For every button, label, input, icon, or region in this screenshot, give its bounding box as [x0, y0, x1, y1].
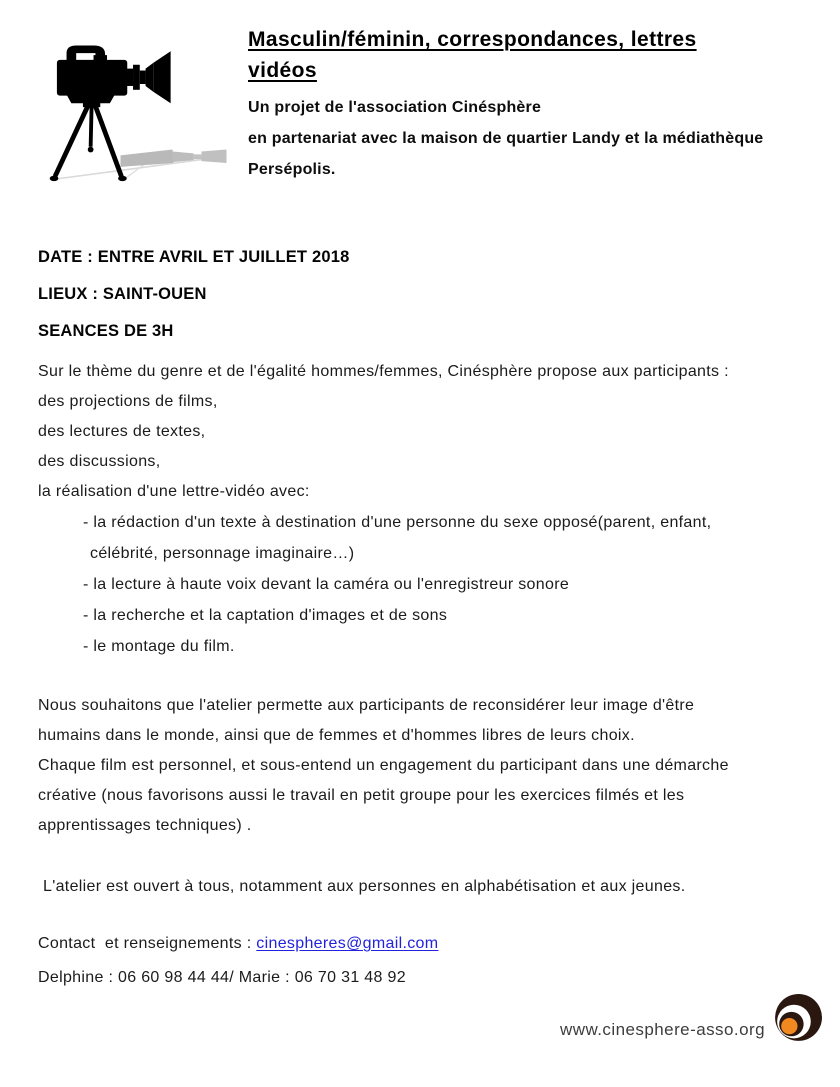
audience-paragraph: L'atelier est ouvert à tous, notamment aux personnes en alphabétisation et aux jeunes. [43, 878, 686, 895]
paragraph-line: des discussions, [38, 453, 161, 470]
activities-list [83, 507, 711, 662]
subtitle-line: en partenariat avec la maison de quartier Landy et la médiathèque [248, 130, 764, 147]
intro-paragraph [38, 357, 729, 507]
camera-body [57, 60, 127, 96]
list-item: - le montage du film. [83, 638, 235, 655]
paragraph-line: humains dans le monde, ainsi que de femmes et d'hommes libres de leurs choix. [38, 727, 635, 744]
list-item-continuation: célébrité, personnage imaginaire…) [90, 545, 355, 562]
contact-block [38, 934, 438, 988]
paragraph-line: des projections de films, [38, 393, 218, 410]
event-date: DATE : ENTRE AVRIL ET JUILLET 2018 [38, 248, 350, 266]
document-subtitle [248, 92, 823, 185]
camera-shadow [53, 150, 226, 181]
video-camera-tripod-icon [28, 22, 240, 200]
camera-lens [126, 51, 170, 103]
title-line-2: vidéos [248, 59, 317, 82]
paragraph-line: Chaque film est personnel, et sous-entend un engagement du participant dans une démarche [38, 757, 729, 774]
email-link[interactable]: cinespheres@gmail.com [256, 935, 439, 952]
subtitle-line: Persépolis. [248, 161, 336, 178]
title-line-1: Masculin/féminin, correspondances, lettres [248, 28, 697, 51]
website-url: www.cinesphere-asso.org [560, 1019, 765, 1039]
list-item: - la recherche et la captation d'images et de sons [83, 607, 448, 624]
camera-base [67, 95, 115, 104]
camera-illustration [28, 22, 240, 200]
document-header [248, 24, 823, 185]
event-sessions: SEANCES DE 3H [38, 322, 174, 340]
contact-line [38, 934, 438, 954]
footer [560, 994, 823, 1047]
subtitle-line: Un projet de l'association Cinésphère [248, 99, 542, 116]
list-item: - la rédaction d'un texte à destination d'une personne du sexe opposé(parent, enfant, [83, 514, 712, 531]
event-location: LIEUX : SAINT-OUEN [38, 285, 207, 303]
paragraph-line: Nous souhaitons que l'atelier permette aux participants de reconsidérer leur image d'être [38, 697, 695, 714]
mission-paragraph [38, 691, 729, 841]
list-item: - la lecture à haute voix devant la caméra ou l'enregistreur sonore [83, 576, 570, 593]
page-title [248, 24, 823, 86]
event-info [38, 239, 350, 350]
contact-label: Contact et renseignements : [38, 935, 257, 952]
paragraph-line: des lectures de textes, [38, 423, 206, 440]
paragraph-line: apprentissages techniques) . [38, 817, 252, 834]
phone-numbers: Delphine : 06 60 98 44 44/ Marie : 06 70 31 48 92 [38, 969, 406, 986]
camera-tripod [50, 102, 127, 181]
paragraph-line: créative (nous favorisons aussi le travail en petit groupe pour les exercices filmés et les [38, 787, 685, 804]
cinesphere-logo-icon [770, 994, 823, 1047]
paragraph-line: la réalisation d'une lettre-vidéo avec: [38, 483, 310, 500]
paragraph-line: Sur le thème du genre et de l'égalité hommes/femmes, Cinésphère propose aux participants : [38, 363, 729, 380]
